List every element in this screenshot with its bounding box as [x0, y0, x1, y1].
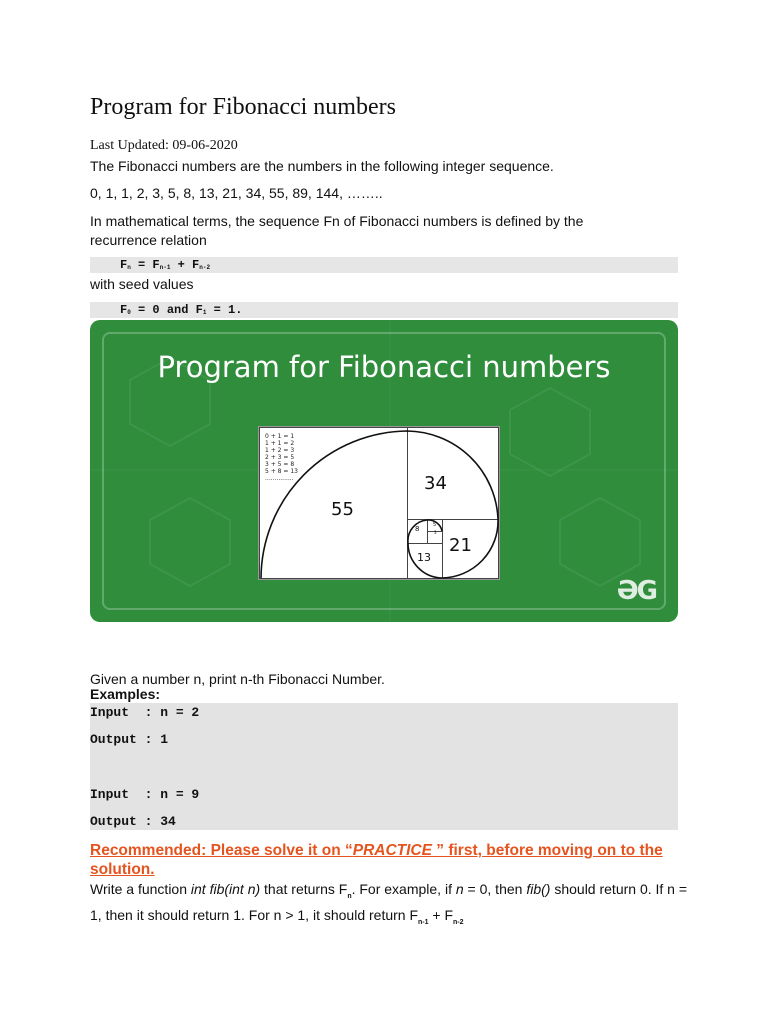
- recurrence-code: [90, 257, 678, 273]
- label-5: 5: [433, 522, 437, 528]
- label-13: 13: [417, 551, 431, 564]
- fn-text-a: Write a function: [90, 881, 191, 897]
- label-34: 34: [424, 473, 447, 494]
- sum-item: 1 + 1 = 2: [265, 440, 295, 447]
- recommend-text-1[interactable]: Recommended: Please solve it on “: [90, 842, 353, 859]
- sum-list: [265, 433, 298, 482]
- seed-sub-0: 0: [127, 309, 131, 316]
- fn-text-b: that returns F: [260, 881, 348, 897]
- example-line: Output : 1: [90, 732, 169, 747]
- recurrence-sub-n: n: [127, 264, 131, 271]
- function-description: [90, 880, 690, 932]
- seed-label: with seed values: [90, 276, 194, 292]
- square-34: [408, 428, 499, 520]
- page-title: Program for Fibonacci numbers: [90, 94, 396, 120]
- recommend-text-2[interactable]: ” first, before moving on to the solution.: [90, 842, 663, 878]
- recommended-practice-link[interactable]: [90, 841, 680, 879]
- sum-item: 3 + 5 = 8: [265, 461, 295, 468]
- label-21: 21: [449, 535, 472, 556]
- math-text-line2: recurrence relation: [90, 232, 207, 248]
- last-updated: Last Updated: 09-06-2020: [90, 138, 238, 153]
- seed-mid: = 0 and F: [130, 303, 203, 317]
- seed-code: [90, 302, 678, 318]
- sum-item: ...............: [265, 475, 294, 482]
- sum-item: 5 + 8 = 13: [265, 468, 298, 475]
- example-line: Input : n = 9: [90, 787, 200, 802]
- sum-item: 0 + 1 = 1: [265, 433, 295, 440]
- sequence-text: 0, 1, 1, 2, 3, 5, 8, 13, 21, 34, 55, 89, 144, ……..: [90, 185, 383, 201]
- fn-sub-n2: n-2: [453, 918, 464, 926]
- intro-text: The Fibonacci numbers are the numbers in the following integer sequence.: [90, 158, 554, 174]
- recurrence-f: F: [120, 258, 128, 272]
- fn-text-d: = 0, then: [463, 881, 527, 897]
- fn-signature: int fib(int n): [190, 881, 261, 897]
- seed-f0: F: [120, 303, 128, 317]
- fn-sub-n: n: [347, 892, 352, 900]
- label-3: 3: [434, 530, 437, 535]
- examples-code-block: [90, 703, 678, 830]
- seed-sub-1: 1: [202, 309, 207, 316]
- fn-fib-call: fib(): [526, 881, 551, 897]
- label-55: 55: [331, 499, 354, 520]
- given-text: Given a number n, print n-th Fibonacci Number.: [90, 671, 385, 687]
- recurrence-eq: = F: [130, 258, 160, 272]
- fibonacci-banner-image: [90, 320, 678, 622]
- example-line: Input : n = 2: [90, 705, 200, 720]
- fn-var-n: n: [455, 881, 464, 897]
- recurrence-plus: + F: [170, 258, 200, 272]
- examples-heading: Examples:: [90, 686, 161, 702]
- sum-item: 1 + 2 = 3: [265, 447, 295, 454]
- gfg-logo: ƏG: [616, 576, 656, 606]
- label-8: 8: [415, 525, 420, 533]
- sum-item: 2 + 3 = 5: [265, 454, 295, 461]
- recurrence-sub-n2: n-2: [199, 264, 211, 271]
- recurrence-sub-n1: n-1: [159, 264, 171, 271]
- practice-link[interactable]: PRACTICE: [352, 842, 432, 859]
- fn-text-f: + F: [428, 906, 454, 923]
- fn-text-e: should return 0. If n = 1, then it should return 1. For n > 1, it should return F: [90, 881, 688, 923]
- math-text-line1: In mathematical terms, the sequence Fn of Fibonacci numbers is defined by the: [90, 213, 584, 229]
- example-line: Output : 34: [90, 814, 176, 829]
- fn-sub-n1: n-1: [418, 918, 429, 926]
- seed-end: = 1.: [206, 303, 243, 317]
- fn-text-c: . For example, if: [351, 881, 456, 897]
- fibonacci-spiral-diagram: [258, 426, 500, 580]
- banner-title: Program for Fibonacci numbers: [157, 350, 611, 384]
